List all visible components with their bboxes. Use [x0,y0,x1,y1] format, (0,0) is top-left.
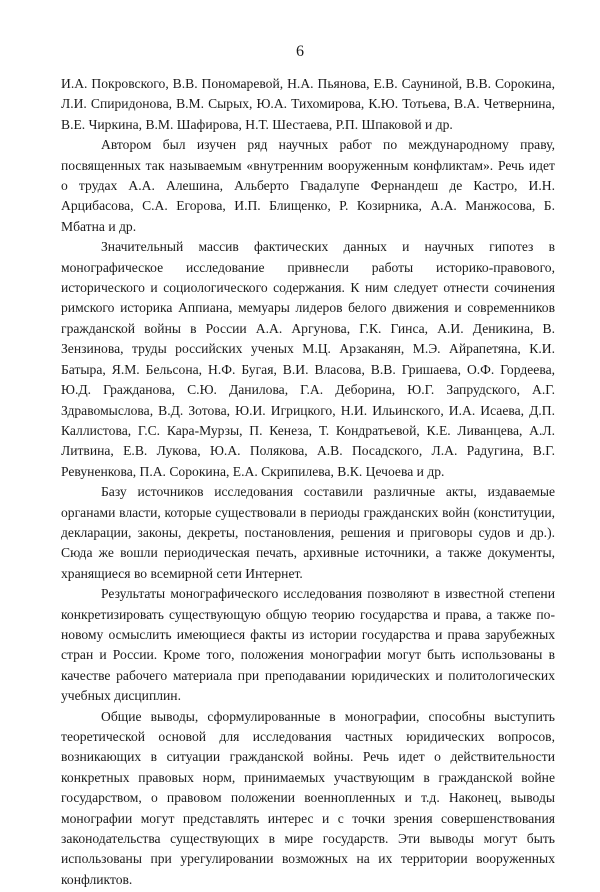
body-text [61,74,555,890]
paragraph-sources: Базу источников исследования составили различные акты, издаваемые органами власти, которые существовали в периоды гражданских войн (конституции, декларации, законы, декреты, постановления, решения и приговоры судов и др.). Сюда же вошли периодическая печать, архивные источники, а также документы, хранящиеся во всемирной сети Интернет. [61,484,555,581]
paragraph-results: Результаты монографического исследования позволяют в известной степени конкретизировать существующую общую теорию государства и права, а также по-новому осмыслить имеющиеся факты из истории государства и права зарубежных стран и России. Кроме того, положения монографии могут быть использованы в качестве рабочего материала при преподавании юридических и политологических учебных дисциплин. [61,586,555,704]
paragraph-historical-works: Значительный массив фактических данных и научных гипотез в монографическое исследование привнесли работы историко-правового, исторического и социологического содержания. К ним следует отнести сочинения римского историка Аппиана, мемуары лидеров белого движения и современников гражданской войны в России А.А. Аргунова, Г.К. Гинса, А.И. Деникина, В. Зензинова, труды российских ученых М.Ц. Арзаканян, М.Э. Айрапетяна, К.И. Батыра, Я.М. Бельсона, Н.Ф. Бугая, В.И. Власова, В.В. Гришаева, О.Ф. Гордеева, Ю.Д. Гражданова, С.Ю. Данилова, Г.А. Деборина, Ю.Г. Запрудского, А.Г. Здравомыслова, В.Д. Зотова, Ю.И. Игрицкого, Н.И. Ильинского, И.А. Исаева, Д.П. Каллистова, Г.С. Кара-Мурзы, П. Кенеза, Т. Кондратьевой, К.Е. Ливанцева, А.Л. Литвина, Е.В. Лукова, Ю.А. Полякова, А.В. Посадского, Л.А. Радугина, В.Г. Ревуненкова, П.А. Сорокина, Е.А. Скрипилева, В.К. Цечоева и др. [61,239,555,479]
paragraph-international-law: Автором был изучен ряд научных работ по международному праву, посвященных так называемым «внутренним вооруженным конфликтам». Речь идет о трудах А.А. Алешина, Альберто Гвадалупе Фернандеш де Кастро, И.Н. Арцибасова, С.А. Егорова, И.П. Блищенко, Р. Козирника, А.А. Манжосова, Б. Мбатна и др. [61,137,555,234]
paragraph-conclusions: Общие выводы, сформулированные в монографии, способны выступить теоретической основой для исследования частных юридических вопросов, возникающих в ситуации гражданской войны. Речь идет о действительности конкретных правовых норм, принимаемых участвующим в гражданской войне государством, о правовом положении военнопленных и т.д. Наконец, выводы монографии могут представлять интерес и с точки зрения совершенствования законодательства существующих в мире государств. Эти выводы могут быть использованы при урегулировании возможных на их территории вооруженных конфликтов. [61,708,555,887]
paragraph-authors-continued: И.А. Покровского, В.В. Пономаревой, Н.А. Пьянова, Е.В. Сауниной, В.В. Сорокина, Л.И. Спиридонова, В.М. Сырых, Ю.А. Тихомирова, К.Ю. Тотьева, В.А. Четвернина, В.Е. Чиркина, В.М. Шафирова, Н.Т. Шестаева, Р.П. Шпаковой и др. [61,76,555,132]
page-number: 6 [296,43,304,60]
